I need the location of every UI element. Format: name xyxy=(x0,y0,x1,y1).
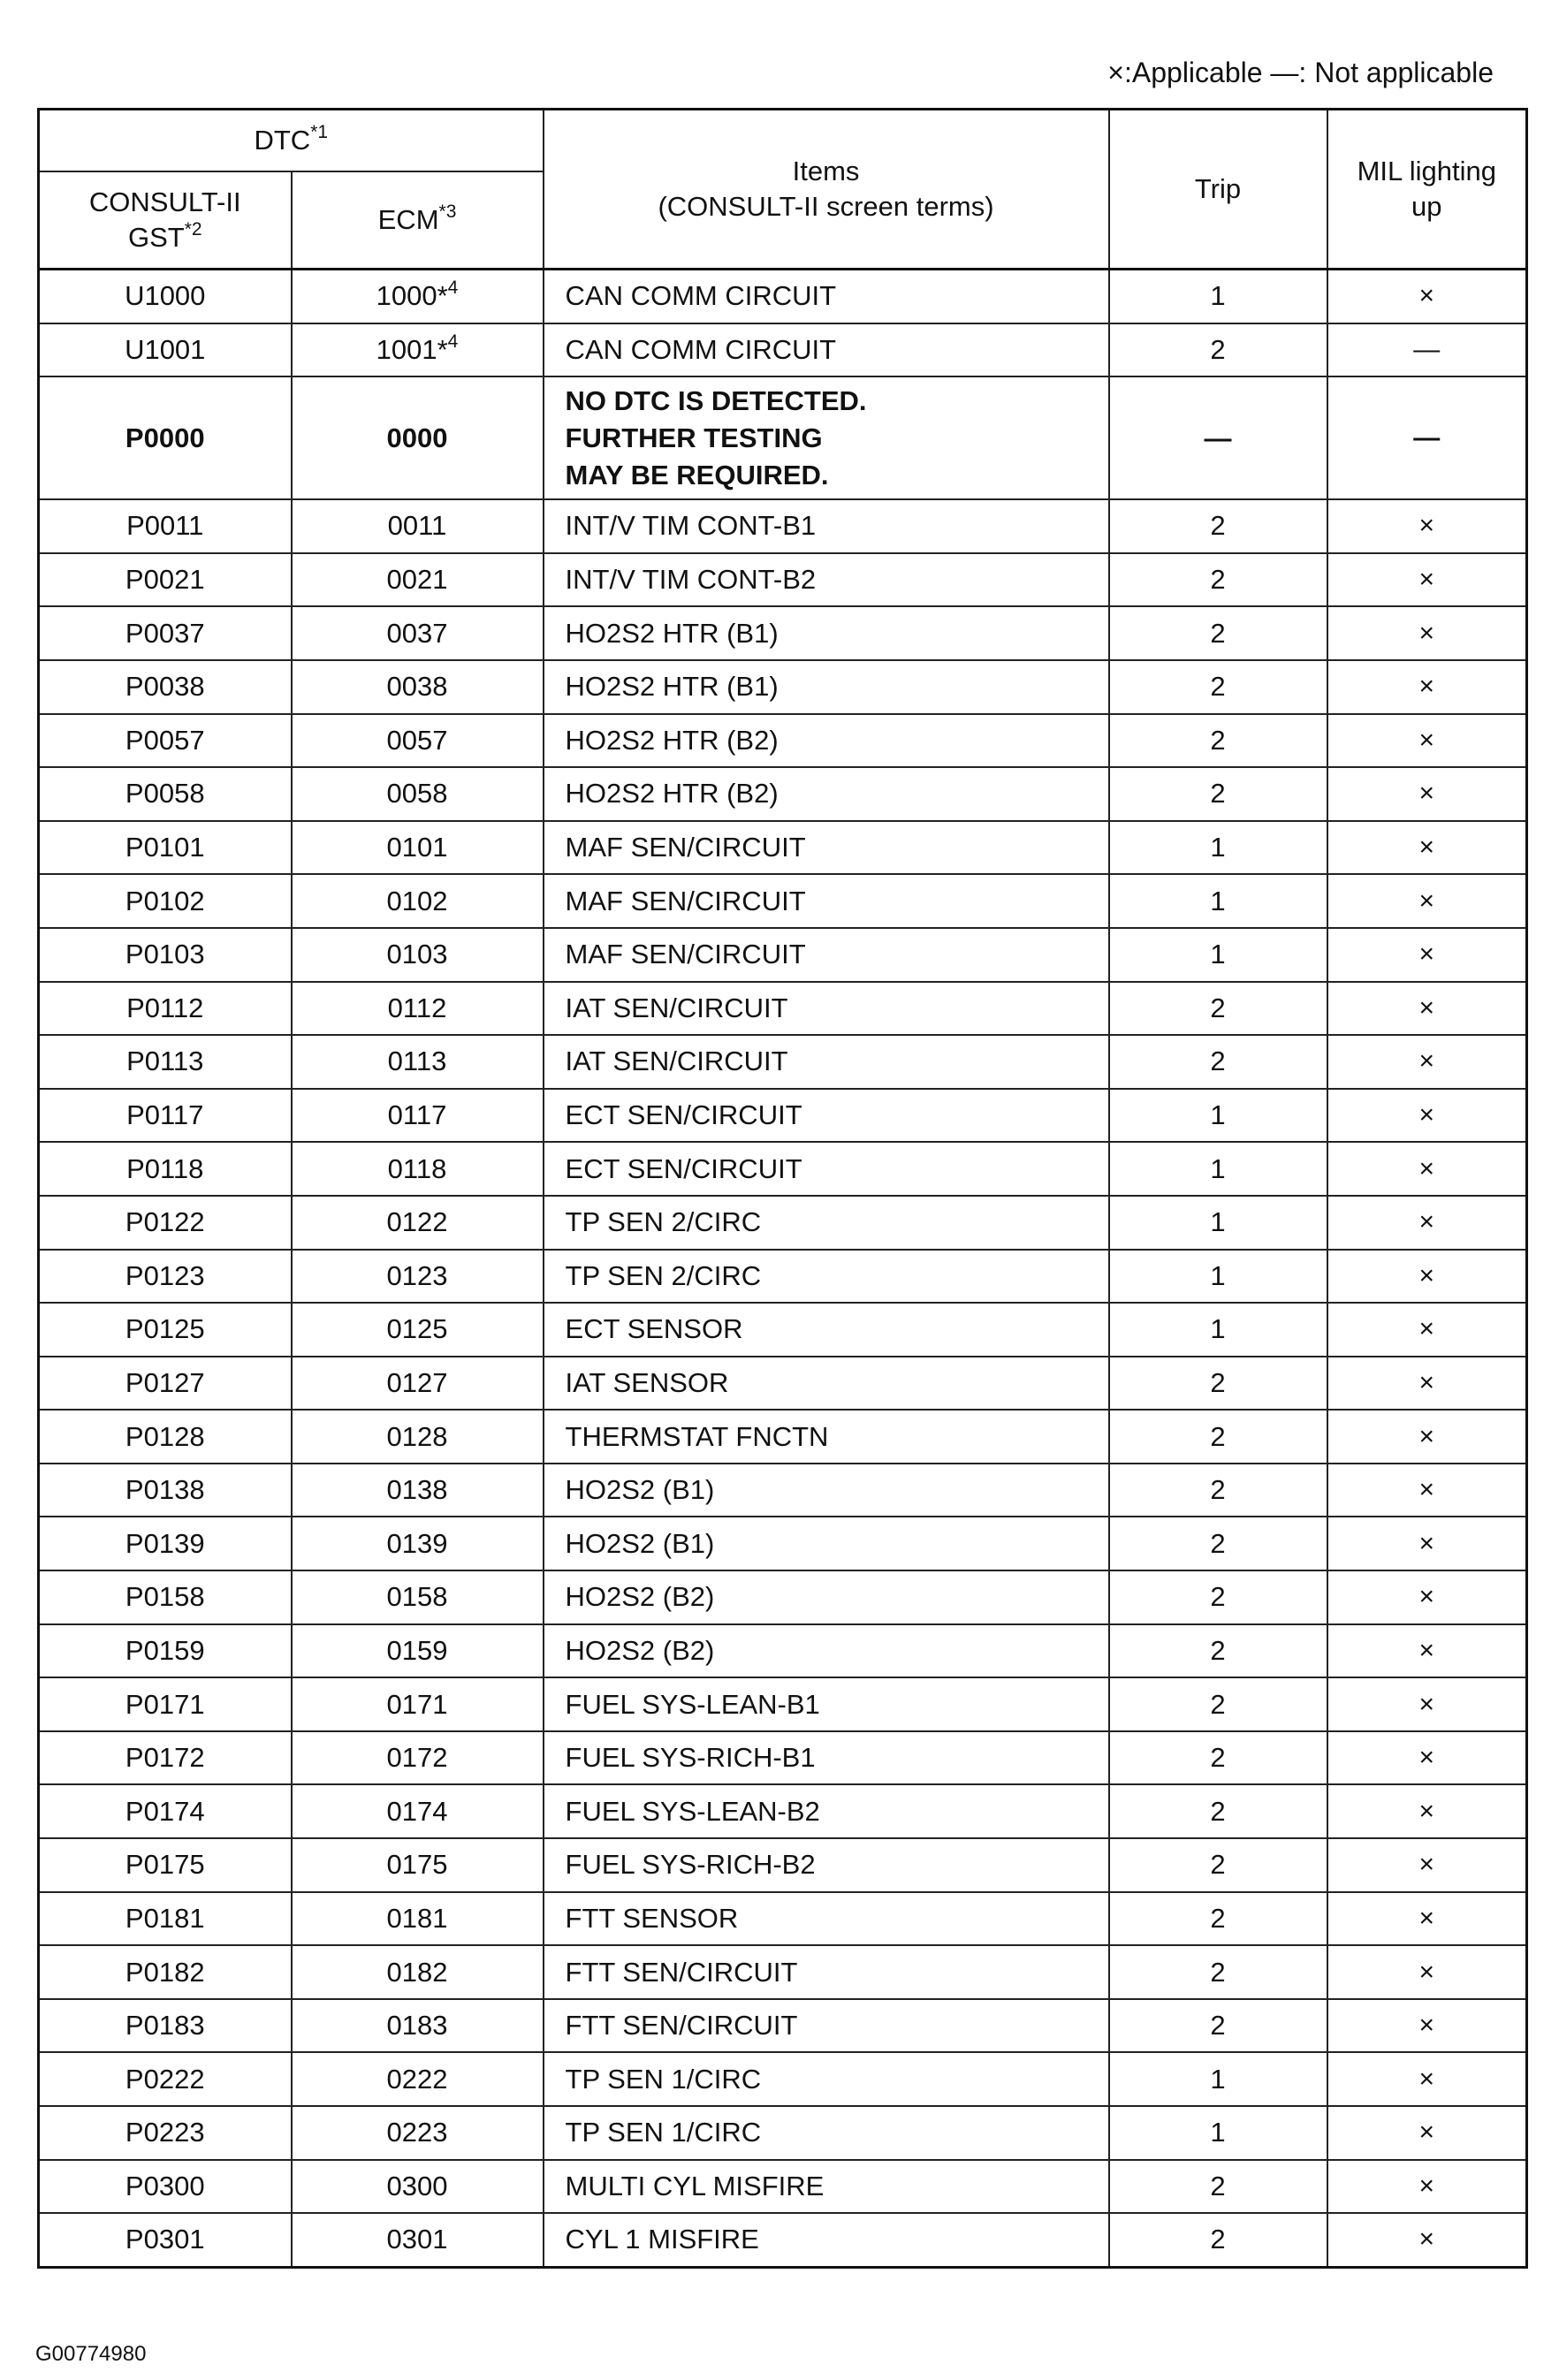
item-term: ECT SEN/CIRCUIT xyxy=(544,1142,1109,1196)
table-row xyxy=(39,2106,1527,2160)
consult-gst-code: P0118 xyxy=(39,1142,292,1196)
ecm-code xyxy=(292,982,544,1036)
consult-gst-code: P0128 xyxy=(39,1410,292,1464)
mil-indicator: × xyxy=(1327,1089,1527,1143)
trip-count: 2 xyxy=(1109,1731,1327,1785)
table-row xyxy=(39,553,1527,607)
table-row xyxy=(39,660,1527,714)
ecm-code xyxy=(292,1517,544,1570)
legend: ×:Applicable —: Not applicable xyxy=(1107,57,1494,88)
ecm-code-value: 0011 xyxy=(387,510,447,542)
ecm-code-value: 0125 xyxy=(386,1313,448,1345)
ecm-code-value: 0127 xyxy=(386,1366,448,1398)
consult-gst-code: P0181 xyxy=(39,1892,292,1946)
ecm-code xyxy=(292,2106,544,2160)
ecm-code-value: 1001* xyxy=(376,333,448,365)
ecm-code xyxy=(292,2160,544,2214)
dtc-table xyxy=(37,108,1528,2269)
table-row xyxy=(39,2213,1527,2267)
ecm-code-value: 0222 xyxy=(386,2063,448,2095)
ecm-code-value: 0223 xyxy=(386,2117,448,2148)
table-row xyxy=(39,1677,1527,1731)
trip-count: — xyxy=(1109,376,1327,499)
item-term: IAT SENSOR xyxy=(544,1357,1109,1411)
ecm-code xyxy=(292,1303,544,1357)
ecm-code-value: 0021 xyxy=(386,564,448,596)
item-term: IAT SEN/CIRCUIT xyxy=(544,982,1109,1036)
mil-indicator: × xyxy=(1327,2160,1527,2214)
ecm-code xyxy=(292,1784,544,1838)
consult-gst-code: P0113 xyxy=(39,1035,292,1089)
item-term: TP SEN 2/CIRC xyxy=(544,1250,1109,1304)
figure-code: G00774980 xyxy=(35,2342,147,2366)
ecm-code xyxy=(292,2213,544,2267)
trip-count: 1 xyxy=(1109,1303,1327,1357)
item-term: IAT SEN/CIRCUIT xyxy=(544,1035,1109,1089)
ecm-code-value: 0138 xyxy=(386,1474,448,1506)
consult-gst-code: P0158 xyxy=(39,1570,292,1624)
consult-gst-code: P0139 xyxy=(39,1517,292,1570)
trip-count: 2 xyxy=(1109,767,1327,821)
mil-indicator: × xyxy=(1327,606,1527,660)
trip-count: 2 xyxy=(1109,1464,1327,1517)
trip-count: 1 xyxy=(1109,928,1327,982)
item-term: HO2S2 (B1) xyxy=(544,1517,1109,1570)
item-term: MULTI CYL MISFIRE xyxy=(544,2160,1109,2214)
mil-indicator: × xyxy=(1327,2106,1527,2160)
ecm-code xyxy=(292,499,544,553)
ecm-code-value: 0112 xyxy=(387,992,447,1023)
ecm-code xyxy=(292,606,544,660)
ecm-code-value: 0139 xyxy=(386,1527,448,1559)
ecm-code-value: 0182 xyxy=(386,1956,448,1988)
ecm-code-value: 0172 xyxy=(386,1742,448,1774)
table-row xyxy=(39,1196,1527,1250)
consult-header-footnote: *2 xyxy=(184,218,202,240)
item-term: TP SEN 2/CIRC xyxy=(544,1196,1109,1250)
ecm-code xyxy=(292,1838,544,1892)
ecm-header-footnote: *3 xyxy=(438,201,457,222)
trip-count: 2 xyxy=(1109,2160,1327,2214)
trip-count: 2 xyxy=(1109,714,1327,768)
mil-indicator: × xyxy=(1327,2213,1527,2267)
consult-gst-code: P0112 xyxy=(39,982,292,1036)
table-row xyxy=(39,1624,1527,1678)
table-row xyxy=(39,1142,1527,1196)
dtc-header-footnote: *1 xyxy=(310,121,329,142)
mil-indicator: × xyxy=(1327,1570,1527,1624)
ecm-code-value: 0117 xyxy=(387,1099,447,1131)
trip-count: 2 xyxy=(1109,2213,1327,2267)
trip-count: 1 xyxy=(1109,1142,1327,1196)
item-term: MAF SEN/CIRCUIT xyxy=(544,874,1109,928)
consult-gst-code: P0171 xyxy=(39,1677,292,1731)
table-row xyxy=(39,1731,1527,1785)
ecm-code-value: 0102 xyxy=(386,885,448,916)
consult-gst-code: P0000 xyxy=(39,376,292,499)
ecm-code-value: 0123 xyxy=(386,1259,448,1291)
table-body xyxy=(39,270,1527,2268)
ecm-code xyxy=(292,1196,544,1250)
mil-indicator: — xyxy=(1327,323,1527,377)
mil-indicator: × xyxy=(1327,1945,1527,1999)
trip-count: 2 xyxy=(1109,1784,1327,1838)
ecm-code-value: 0058 xyxy=(386,778,448,810)
trip-header: Trip xyxy=(1109,110,1327,270)
item-term: FUEL SYS-RICH-B1 xyxy=(544,1731,1109,1785)
item-term: HO2S2 (B2) xyxy=(544,1624,1109,1678)
table-row xyxy=(39,376,1527,499)
trip-count: 2 xyxy=(1109,1945,1327,1999)
trip-count: 1 xyxy=(1109,2106,1327,2160)
ecm-code-value: 0000 xyxy=(386,422,448,453)
ecm-header-label: ECM xyxy=(377,204,439,235)
table-row xyxy=(39,928,1527,982)
consult-gst-code: P0222 xyxy=(39,2052,292,2106)
table-row xyxy=(39,2052,1527,2106)
item-term: FTT SEN/CIRCUIT xyxy=(544,1945,1109,1999)
table-row xyxy=(39,270,1527,323)
trip-count: 2 xyxy=(1109,1892,1327,1946)
trip-count: 2 xyxy=(1109,1517,1327,1570)
item-term: FTT SENSOR xyxy=(544,1892,1109,1946)
item-term: CAN COMM CIRCUIT xyxy=(544,270,1109,323)
mil-indicator: × xyxy=(1327,1303,1527,1357)
mil-indicator: × xyxy=(1327,1357,1527,1411)
mil-indicator: × xyxy=(1327,1250,1527,1304)
item-term: THERMSTAT FNCTN xyxy=(544,1410,1109,1464)
ecm-code-value: 0103 xyxy=(386,939,448,970)
ecm-code-value: 0122 xyxy=(386,1206,448,1238)
item-term: CAN COMM CIRCUIT xyxy=(544,323,1109,377)
ecm-code-value: 0057 xyxy=(386,724,448,756)
ecm-code xyxy=(292,2052,544,2106)
ecm-code xyxy=(292,1250,544,1304)
item-term: ECT SENSOR xyxy=(544,1303,1109,1357)
ecm-code-value: 0171 xyxy=(386,1688,448,1720)
items-header-line2: (CONSULT-II screen terms) xyxy=(658,191,994,222)
mil-indicator: × xyxy=(1327,660,1527,714)
mil-header xyxy=(1327,110,1527,270)
ecm-code xyxy=(292,1945,544,1999)
ecm-code-footnote: 4 xyxy=(447,277,459,298)
item-term: MAF SEN/CIRCUIT xyxy=(544,821,1109,875)
consult-gst-code: P0037 xyxy=(39,606,292,660)
trip-count: 1 xyxy=(1109,1089,1327,1143)
item-term-line: FURTHER TESTING xyxy=(565,422,823,453)
ecm-code-value: 0301 xyxy=(386,2224,448,2255)
table-row xyxy=(39,606,1527,660)
ecm-code xyxy=(292,1464,544,1517)
mil-indicator: × xyxy=(1327,767,1527,821)
item-term-line: MAY BE REQUIRED. xyxy=(565,459,829,490)
mil-indicator: × xyxy=(1327,1464,1527,1517)
table-row xyxy=(39,982,1527,1036)
item-term-line: NO DTC IS DETECTED. xyxy=(565,384,867,416)
mil-indicator: × xyxy=(1327,1035,1527,1089)
consult-gst-code: P0127 xyxy=(39,1357,292,1411)
mil-indicator: × xyxy=(1327,714,1527,768)
consult-gst-code: P0057 xyxy=(39,714,292,768)
item-term: HO2S2 HTR (B1) xyxy=(544,660,1109,714)
ecm-code xyxy=(292,1410,544,1464)
ecm-code xyxy=(292,1892,544,1946)
trip-count: 2 xyxy=(1109,1035,1327,1089)
consult-gst-code: P0103 xyxy=(39,928,292,982)
consult-header-line1: CONSULT-II xyxy=(88,186,241,217)
dtc-header-label: DTC xyxy=(254,125,311,156)
consult-gst-code: P0182 xyxy=(39,1945,292,1999)
trip-count: 2 xyxy=(1109,1357,1327,1411)
item-term: TP SEN 1/CIRC xyxy=(544,2106,1109,2160)
consult-gst-code: P0138 xyxy=(39,1464,292,1517)
mil-indicator: — xyxy=(1327,376,1527,499)
mil-indicator: × xyxy=(1327,270,1527,323)
trip-count: 2 xyxy=(1109,1838,1327,1892)
ecm-code-value: 0101 xyxy=(386,832,448,863)
trip-count: 2 xyxy=(1109,323,1327,377)
item-term: HO2S2 HTR (B1) xyxy=(544,606,1109,660)
item-term: FUEL SYS-LEAN-B2 xyxy=(544,1784,1109,1838)
consult-gst-code: P0125 xyxy=(39,1303,292,1357)
mil-indicator: × xyxy=(1327,821,1527,875)
item-term: FTT SEN/CIRCUIT xyxy=(544,1999,1109,2053)
item-term: CYL 1 MISFIRE xyxy=(544,2213,1109,2267)
ecm-code-value: 0175 xyxy=(386,1849,448,1881)
trip-count: 1 xyxy=(1109,821,1327,875)
item-term: INT/V TIM CONT-B2 xyxy=(544,553,1109,607)
table-row xyxy=(39,1945,1527,1999)
ecm-code-value: 0181 xyxy=(386,1902,448,1934)
ecm-code xyxy=(292,1142,544,1196)
ecm-code xyxy=(292,270,544,323)
ecm-code xyxy=(292,376,544,499)
consult-gst-code: P0223 xyxy=(39,2106,292,2160)
table-row xyxy=(39,1303,1527,1357)
trip-count: 2 xyxy=(1109,982,1327,1036)
consult-gst-code: P0175 xyxy=(39,1838,292,1892)
item-term: HO2S2 HTR (B2) xyxy=(544,714,1109,768)
table-row xyxy=(39,821,1527,875)
trip-count: 1 xyxy=(1109,1250,1327,1304)
mil-indicator: × xyxy=(1327,553,1527,607)
ecm-code-value: 1000* xyxy=(376,280,448,312)
mil-indicator: × xyxy=(1327,1410,1527,1464)
ecm-code xyxy=(292,714,544,768)
ecm-code xyxy=(292,1677,544,1731)
ecm-code xyxy=(292,1999,544,2053)
dtc-header xyxy=(39,110,544,172)
items-header xyxy=(544,110,1109,270)
trip-count: 1 xyxy=(1109,270,1327,323)
trip-count: 2 xyxy=(1109,553,1327,607)
ecm-code xyxy=(292,928,544,982)
consult-gst-code: P0058 xyxy=(39,767,292,821)
ecm-code xyxy=(292,767,544,821)
ecm-code xyxy=(292,553,544,607)
ecm-code-value: 0174 xyxy=(386,1795,448,1827)
item-term: FUEL SYS-RICH-B2 xyxy=(544,1838,1109,1892)
ecm-code-value: 0183 xyxy=(386,2010,448,2042)
consult-gst-code: U1001 xyxy=(39,323,292,377)
consult-gst-code: U1000 xyxy=(39,270,292,323)
ecm-header xyxy=(292,171,544,270)
trip-count: 1 xyxy=(1109,1196,1327,1250)
ecm-code xyxy=(292,1570,544,1624)
mil-indicator: × xyxy=(1327,874,1527,928)
item-term: TP SEN 1/CIRC xyxy=(544,2052,1109,2106)
table-row xyxy=(39,1357,1527,1411)
table-row xyxy=(39,323,1527,377)
table-row xyxy=(39,874,1527,928)
mil-indicator: × xyxy=(1327,1784,1527,1838)
consult-gst-code: P0038 xyxy=(39,660,292,714)
consult-gst-code: P0101 xyxy=(39,821,292,875)
table-row xyxy=(39,2160,1527,2214)
table-row xyxy=(39,714,1527,768)
mil-indicator: × xyxy=(1327,2052,1527,2106)
consult-gst-code: P0021 xyxy=(39,553,292,607)
item-term: HO2S2 (B1) xyxy=(544,1464,1109,1517)
trip-count: 2 xyxy=(1109,1999,1327,2053)
consult-gst-code: P0183 xyxy=(39,1999,292,2053)
item-term: HO2S2 HTR (B2) xyxy=(544,767,1109,821)
item-term: ECT SEN/CIRCUIT xyxy=(544,1089,1109,1143)
mil-indicator: × xyxy=(1327,1196,1527,1250)
ecm-code xyxy=(292,821,544,875)
ecm-code xyxy=(292,1357,544,1411)
item-term: FUEL SYS-LEAN-B1 xyxy=(544,1677,1109,1731)
ecm-code-value: 0158 xyxy=(386,1581,448,1613)
table-row xyxy=(39,1250,1527,1304)
mil-indicator: × xyxy=(1327,1838,1527,1892)
consult-gst-code: P0122 xyxy=(39,1196,292,1250)
ecm-code xyxy=(292,1731,544,1785)
ecm-code-value: 0037 xyxy=(386,617,448,649)
ecm-code-value: 0113 xyxy=(387,1046,447,1077)
ecm-code xyxy=(292,323,544,377)
table-row xyxy=(39,499,1527,553)
item-term: MAF SEN/CIRCUIT xyxy=(544,928,1109,982)
mil-indicator: × xyxy=(1327,1142,1527,1196)
trip-count: 2 xyxy=(1109,1677,1327,1731)
trip-count: 1 xyxy=(1109,2052,1327,2106)
table-row xyxy=(39,767,1527,821)
trip-count: 2 xyxy=(1109,1624,1327,1678)
ecm-code xyxy=(292,874,544,928)
trip-count: 2 xyxy=(1109,1570,1327,1624)
ecm-code xyxy=(292,660,544,714)
mil-indicator: × xyxy=(1327,1624,1527,1678)
mil-indicator: × xyxy=(1327,928,1527,982)
consult-header xyxy=(39,171,292,270)
mil-indicator: × xyxy=(1327,982,1527,1036)
mil-indicator: × xyxy=(1327,499,1527,553)
table-row xyxy=(39,1517,1527,1570)
mil-header-line1: MIL lighting xyxy=(1357,156,1496,186)
consult-gst-code: P0172 xyxy=(39,1731,292,1785)
ecm-code-value: 0118 xyxy=(387,1152,447,1184)
mil-indicator: × xyxy=(1327,1999,1527,2053)
consult-header-line2: GST xyxy=(127,222,185,253)
ecm-code-value: 0300 xyxy=(386,2170,448,2201)
ecm-code-value: 0038 xyxy=(386,671,448,703)
table-row xyxy=(39,1784,1527,1838)
ecm-code-footnote: 4 xyxy=(447,331,459,352)
table-row xyxy=(39,1410,1527,1464)
table-row xyxy=(39,1838,1527,1892)
consult-gst-code: P0159 xyxy=(39,1624,292,1678)
trip-count: 1 xyxy=(1109,874,1327,928)
consult-gst-code: P0117 xyxy=(39,1089,292,1143)
mil-header-line2: up xyxy=(1411,191,1442,222)
mil-indicator: × xyxy=(1327,1517,1527,1570)
ecm-code xyxy=(292,1624,544,1678)
ecm-code-value: 0159 xyxy=(386,1634,448,1666)
table-header xyxy=(39,110,1527,270)
trip-count: 2 xyxy=(1109,660,1327,714)
ecm-code xyxy=(292,1089,544,1143)
ecm-code-value: 0128 xyxy=(386,1420,448,1452)
trip-count: 2 xyxy=(1109,499,1327,553)
consult-gst-code: P0123 xyxy=(39,1250,292,1304)
mil-indicator: × xyxy=(1327,1677,1527,1731)
table-row xyxy=(39,1089,1527,1143)
item-term xyxy=(544,376,1109,499)
consult-gst-code: P0102 xyxy=(39,874,292,928)
mil-indicator: × xyxy=(1327,1892,1527,1946)
trip-count: 2 xyxy=(1109,606,1327,660)
item-term: INT/V TIM CONT-B1 xyxy=(544,499,1109,553)
table-row xyxy=(39,1570,1527,1624)
consult-gst-code: P0174 xyxy=(39,1784,292,1838)
consult-gst-code: P0301 xyxy=(39,2213,292,2267)
table-row xyxy=(39,1999,1527,2053)
trip-count: 2 xyxy=(1109,1410,1327,1464)
mil-indicator: × xyxy=(1327,1731,1527,1785)
consult-gst-code: P0011 xyxy=(39,499,292,553)
consult-gst-code: P0300 xyxy=(39,2160,292,2214)
table-row xyxy=(39,1035,1527,1089)
ecm-code xyxy=(292,1035,544,1089)
table-row xyxy=(39,1464,1527,1517)
item-term: HO2S2 (B2) xyxy=(544,1570,1109,1624)
items-header-line1: Items xyxy=(792,156,860,186)
table-row xyxy=(39,1892,1527,1946)
